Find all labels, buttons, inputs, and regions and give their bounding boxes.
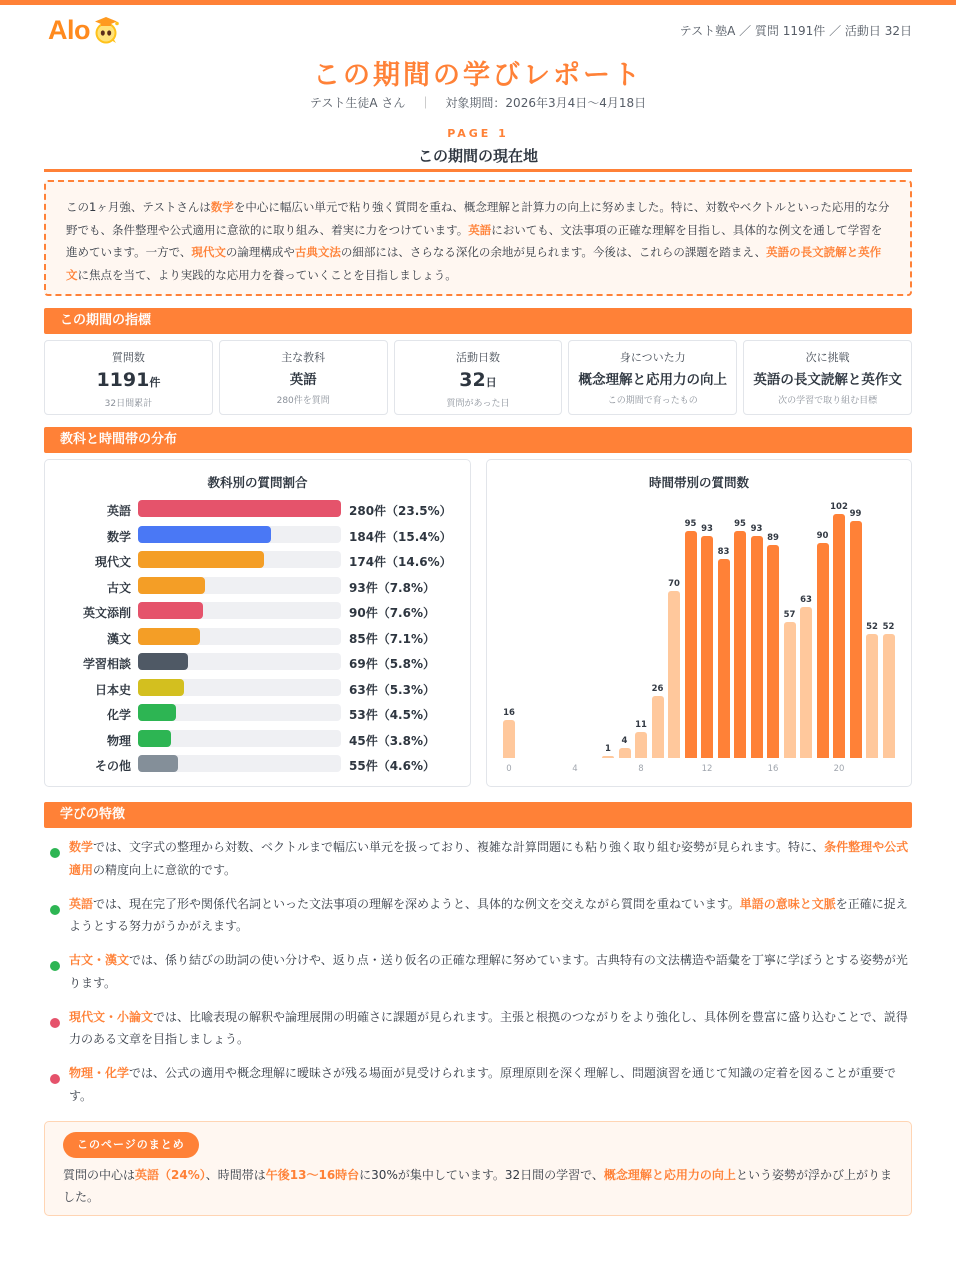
metric-card [219, 340, 388, 415]
subject-bar-row [45, 600, 470, 626]
subject-value: 174件（14.6%） [349, 555, 452, 569]
hour-axis-tick: 20 [833, 764, 845, 774]
metric-card [44, 340, 213, 415]
hour-bar [784, 622, 796, 758]
subject-bar-row [45, 677, 470, 703]
text: 、時間帯は [205, 1168, 266, 1182]
highlight-text: 古文・漢文 [69, 953, 130, 967]
subject-name: その他 [94, 759, 131, 773]
hour-bar [751, 536, 763, 758]
highlight-text: 概念理解と応用力の向上 [603, 1168, 736, 1182]
hour-value-label: 93 [701, 523, 713, 534]
text: の精度向上に意欲的です。 [93, 862, 237, 877]
hour-value-label: 95 [734, 518, 746, 529]
subject-value: 63件（5.3%） [349, 682, 435, 697]
metric-sub: 質問があった日 [446, 399, 510, 409]
section-header-features: 学びの特徴 [44, 802, 912, 828]
page-heading: この期間の現在地 [417, 147, 538, 165]
hour-bar [635, 732, 647, 758]
report-subtitle [0, 94, 956, 111]
hour-value-label: 26 [651, 683, 664, 694]
feature-item [44, 836, 912, 881]
metric-value: 英語 [289, 372, 317, 388]
highlight-text: 条件整理や公式適用 [69, 840, 909, 877]
text: この1ヶ月強、テストさんは [66, 200, 211, 214]
text: を中心に幅広い単元で粘り強く質問を重ね、概念理解と計算力の向上に努めました。特に、対数やベクトルといった応用的な分野でも、条件整理や公式適用に意欲的に取り組み、着実に力をつけています。 [66, 200, 890, 237]
status-dot-good-icon [50, 905, 60, 915]
subject-chart-title: 教科別の質問割合 [207, 475, 308, 490]
text: に焦点を当て、より実践的な応用力を養っていくことを目指しましょう。 [77, 267, 457, 282]
hour-value-label: 99 [849, 509, 862, 520]
hour-value-label: 70 [668, 578, 680, 589]
highlight-text: 現代文・小論文 [69, 1009, 154, 1024]
metric-label: 主な教科 [281, 351, 326, 364]
logo [48, 14, 121, 46]
metric-sub: 280件を質問 [276, 396, 330, 406]
hour-bar [652, 696, 664, 758]
header-meta: テスト塾A ／ 質問 1191件 ／ 活動日 32日 [679, 24, 912, 38]
highlight-text: 物理・化学 [69, 1066, 130, 1080]
hour-value-label: 11 [635, 719, 647, 730]
hour-value-label: 63 [800, 595, 812, 606]
subject-name: 英文添削 [82, 606, 131, 620]
hour-bar [668, 591, 680, 758]
metric-label: 身についた力 [619, 351, 686, 364]
subject-bar-fill [138, 500, 341, 517]
metric-label: 質問数 [111, 351, 145, 364]
subject-bar-row [45, 651, 470, 677]
hour-bar [602, 756, 614, 758]
subject-bar-track [138, 730, 341, 747]
highlight-text: 午後13〜16時台 [265, 1168, 360, 1182]
subject-value: 85件（7.1%） [349, 631, 435, 646]
subject-value: 90件（7.6%） [349, 606, 435, 620]
subject-name: 英語 [106, 504, 131, 518]
subject-bar-fill [138, 628, 200, 645]
highlight-text: 数学 [69, 840, 94, 854]
subject-bar-row [45, 549, 470, 575]
feature-item [44, 1006, 912, 1051]
hour-value-label: 1 [605, 743, 611, 754]
hour-value-label: 83 [717, 547, 730, 558]
hour-value-label: 16 [503, 707, 515, 718]
subject-name: 古文 [106, 580, 131, 595]
hour-bar [866, 634, 878, 758]
text: では、公式の適用や概念理解に曖昧さが残る場面が見受けられます。原理原則を深く理解し、問題演習を通じて知識の定着を図ることが重要です。 [69, 1066, 897, 1103]
subject-bar-fill [138, 526, 271, 543]
hour-bar [767, 545, 779, 758]
subject-bar-track [138, 602, 341, 619]
hour-value-label: 102 [830, 502, 848, 512]
subject-bar-row [45, 575, 470, 601]
highlight-text: 数学 [210, 200, 234, 214]
hour-value-label: 4 [621, 736, 628, 747]
subject-bar-row [45, 728, 470, 754]
text: においても、文法事項の正確な理解を目指し、具体的な例文を通して学習を進めています。一方で、 [66, 222, 883, 259]
logo-text: Alo [48, 14, 90, 45]
metric-sub: 32日間累計 [104, 399, 153, 409]
feature-item [44, 949, 912, 994]
metrics-row [44, 340, 912, 415]
highlight-text: 単語の意味と文脈 [739, 896, 836, 911]
subject-bar-row [45, 626, 470, 652]
subject-bar-fill [138, 653, 188, 670]
hour-bar [800, 607, 812, 758]
metric-label: 次に挑戦 [805, 351, 850, 364]
metric-card [394, 340, 563, 415]
hour-value-label: 95 [684, 518, 697, 529]
subject-name: 現代文 [94, 555, 131, 569]
hour-chart-panel [486, 459, 912, 787]
summary-pill: このページのまとめ [63, 1132, 199, 1158]
subject-name: 漢文 [106, 631, 131, 646]
subject-bar-track [138, 653, 341, 670]
subject-bar-fill [138, 551, 264, 568]
hour-bar [734, 531, 746, 758]
text: では、係り結びの助詞の使い分けや、返り点・送り仮名の正確な理解に努めています。古典特有の文法構造や語彙を丁寧に学ぼうとする姿勢が光ります。 [69, 953, 908, 990]
subject-bar-track [138, 500, 341, 517]
text: という姿勢が浮かび上がりました。 [63, 1168, 892, 1204]
top-accent-bar [0, 0, 956, 5]
subject-bar-row [45, 702, 470, 728]
hour-value-label: 93 [750, 523, 763, 534]
subject-bar-track [138, 551, 341, 568]
hour-bar [817, 543, 829, 758]
subject-bar-list [45, 498, 470, 779]
hour-bar [850, 521, 862, 758]
period: 対象期間：2026年3月4日〜4月18日 [445, 96, 647, 110]
highlight-text: 古典文法 [294, 245, 341, 259]
metric-value: 1191件 [96, 369, 161, 391]
subject-value: 280件（23.5%） [349, 504, 452, 518]
metric-sub: 次の学習で取り組む目標 [778, 396, 878, 406]
highlight-text: 英語の長文読解と英作文 [66, 245, 882, 282]
subject-name: 物理 [106, 733, 131, 748]
subject-bar-track [138, 755, 341, 772]
separator: ｜ [419, 96, 432, 110]
subject-bar-track [138, 577, 341, 594]
status-dot-warn-icon [50, 1074, 60, 1084]
intro-summary [44, 180, 912, 296]
subject-name: 数学 [106, 529, 131, 544]
subject-name: 学習相談 [82, 657, 131, 671]
subject-value: 93件（7.8%） [349, 580, 435, 595]
hour-value-label: 52 [866, 621, 878, 632]
feature-item [44, 1062, 912, 1107]
highlight-text: 英語 [468, 222, 492, 237]
hour-bar [619, 748, 631, 758]
summary-text [63, 1164, 893, 1208]
metric-value: 32日 [459, 369, 497, 391]
subject-bar-fill [138, 730, 171, 747]
metric-unit: 件 [149, 376, 161, 389]
metric-card [568, 340, 737, 415]
highlight-text: 英語（24%） [135, 1168, 206, 1182]
subject-bar-track [138, 679, 341, 696]
subject-value: 45件（3.8%） [349, 733, 435, 748]
metric-value: 概念理解と応用力の向上 [578, 372, 728, 388]
status-dot-good-icon [50, 848, 60, 858]
subject-value: 184件（15.4%） [349, 529, 452, 544]
hour-bar [503, 720, 515, 758]
subject-name: 日本史 [94, 682, 131, 697]
text: 質問の中心は [63, 1168, 136, 1182]
hour-axis-tick: 16 [767, 764, 779, 774]
subject-bar-track [138, 526, 341, 543]
subject-bar-row [45, 498, 470, 524]
subject-chart-panel [44, 459, 471, 787]
page-summary-box [44, 1121, 912, 1216]
text: の細部には、さらなる深化の余地が見られます。今後は、これらの課題を踏まえ、 [340, 245, 767, 259]
hour-bar [833, 514, 845, 758]
subject-bar-fill [138, 602, 203, 619]
hour-value-label: 90 [816, 530, 829, 541]
subject-bar-row [45, 524, 470, 550]
hour-bar [685, 531, 697, 758]
hour-axis-tick: 12 [701, 764, 713, 774]
text: では、文字式の整理から対数、ベクトルまで幅広い単元を扱っており、複雑な計算問題にも粘り強く取り組む姿勢が見られます。特に、 [93, 840, 825, 854]
page-label: PAGE 1 [447, 127, 509, 140]
subject-bar-fill [138, 755, 178, 772]
section-header-distribution: 教科と時間帯の分布 [44, 427, 912, 453]
text: に30%が集中しています。32日間の学習で、 [359, 1168, 604, 1182]
metric-label: 活動日数 [455, 351, 500, 364]
feature-list [44, 836, 912, 1119]
hour-bar [718, 559, 730, 758]
subject-bar-fill [138, 577, 205, 594]
subject-value: 53件（4.5%） [349, 708, 435, 722]
hour-value-label: 89 [767, 533, 779, 544]
subject-bar-row [45, 753, 470, 779]
report-title: この期間の学びレポート [313, 60, 643, 91]
status-dot-warn-icon [50, 1018, 60, 1028]
hour-bar [701, 536, 713, 758]
hour-value-label: 57 [783, 609, 796, 620]
mascot-icon [91, 15, 121, 45]
hour-axis-tick: 4 [572, 764, 578, 774]
metric-sub: この期間で育ったもの [607, 396, 698, 406]
hour-axis-tick: 0 [506, 764, 512, 774]
subject-value: 69件（5.8%） [349, 657, 435, 671]
highlight-text: 現代文 [191, 245, 226, 259]
hour-chart-title: 時間帯別の質問数 [648, 475, 749, 490]
hour-bar-chart [501, 494, 897, 774]
subject-value: 55件（4.6%） [349, 759, 435, 773]
hour-axis-tick: 8 [638, 764, 644, 774]
text: を正確に捉えようとする努力がうかがえます。 [69, 896, 908, 933]
highlight-text: 英語 [69, 896, 94, 911]
student-name: テスト生徒A さん [309, 96, 406, 110]
status-dot-good-icon [50, 961, 60, 971]
subject-name: 化学 [106, 708, 131, 722]
subject-bar-track [138, 628, 341, 645]
metric-card [743, 340, 912, 415]
hour-bar [883, 634, 895, 758]
heading-divider [44, 169, 912, 172]
text: では、比喩表現の解釈や論理展開の明確さに課題が見られます。主張と根拠のつながりをより強化し、具体例を豊富に盛り込むことで、説得力のある文章を目指しましょう。 [69, 1009, 908, 1046]
subject-bar-fill [138, 704, 176, 721]
metric-unit: 日 [485, 376, 497, 389]
metric-value: 英語の長文読解と英作文 [753, 372, 902, 388]
section-header-metrics: この期間の指標 [44, 308, 912, 334]
subject-bar-fill [138, 679, 184, 696]
text: の論理構成や [225, 245, 295, 259]
text: では、現在完了形や関係代名詞といった文法事項の理解を深めようと、具体的な例文を交えながら質問を重ねています。 [93, 896, 740, 911]
subject-bar-track [138, 704, 341, 721]
feature-item [44, 893, 912, 938]
hour-value-label: 52 [882, 621, 895, 632]
